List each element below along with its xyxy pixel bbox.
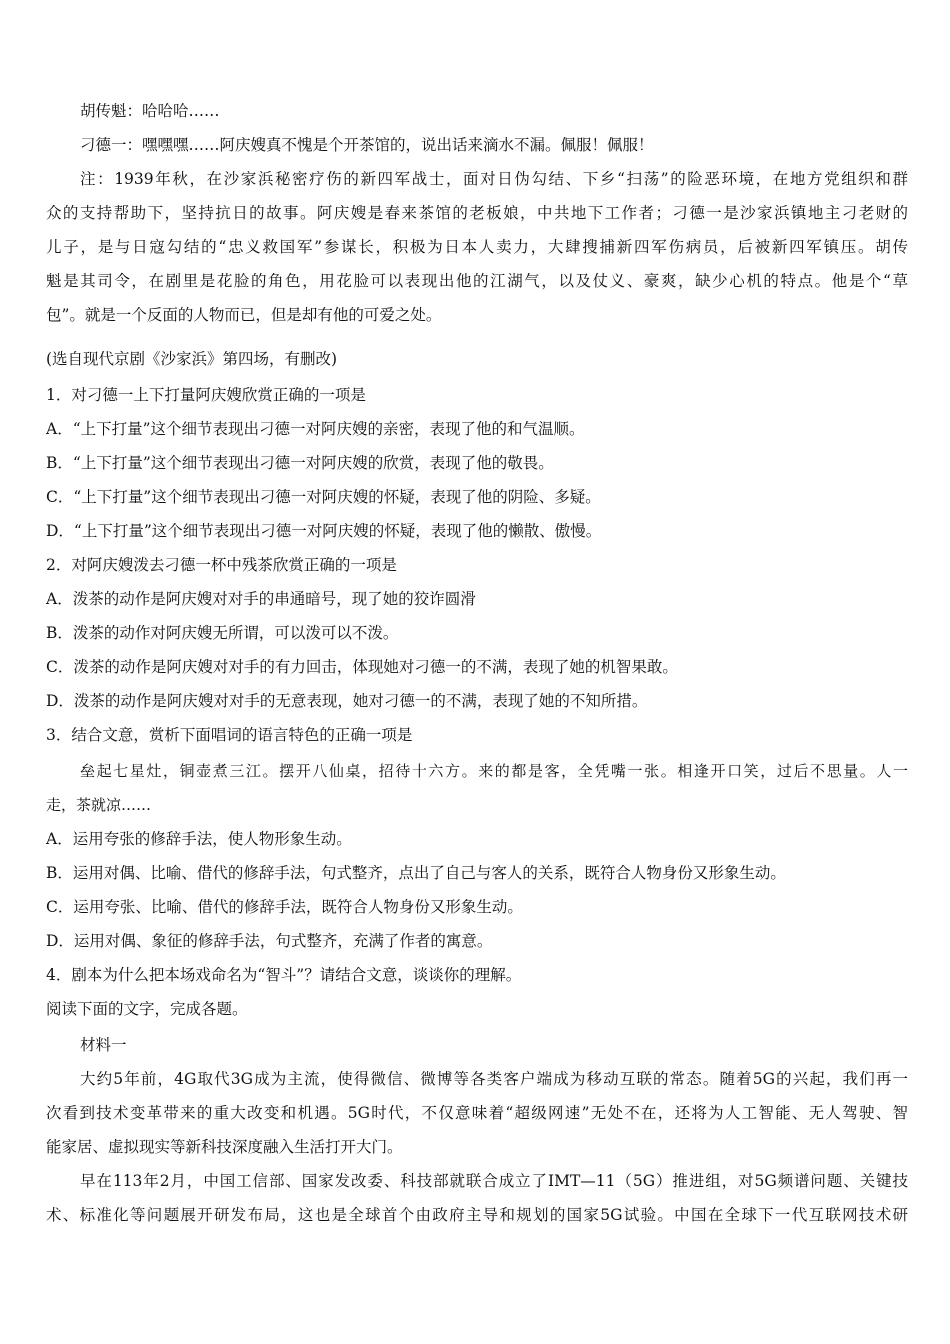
question-1-stem: 1．对刁德一上下打量阿庆嫂欣赏正确的一项是 — [46, 386, 366, 404]
note-line: 儿子，是与日寇勾结的“忠义救国军”参谋长，积极为日本人卖力，大肆搜捕新四军伤病员，后被新四军镇压。胡传 — [46, 238, 908, 256]
dialogue-line: 胡传魁：哈哈哈…… — [80, 102, 220, 120]
source-citation: (选自现代京剧《沙家浜》第四场，有删改) — [46, 350, 338, 368]
note-line: 众的支持帮助下，坚持抗日的故事。阿庆嫂是春来茶馆的老板娘，中共地下工作者；刁德一是沙家浜镇地主刁老财的 — [46, 204, 908, 222]
question-2-option-d: D．泼茶的动作是阿庆嫂对对手的无意表现，她对刁德一的不满，表现了她的不知所措。 — [46, 692, 648, 710]
question-2-option-c: C．泼茶的动作是阿庆嫂对对手的有力回击，体现她对刁德一的不满，表现了她的机智果敢。 — [46, 658, 678, 676]
question-2-stem: 2．对阿庆嫂泼去刁德一杯中残茶欣赏正确的一项是 — [46, 556, 397, 574]
reading-instruction: 阅读下面的文字，完成各题。 — [46, 1000, 248, 1018]
dialogue-line: 刁德一：嘿嘿嘿……阿庆嫂真不愧是个开茶馆的，说出话来滴水不漏。佩服！佩服！ — [80, 136, 654, 154]
question-1-option-c: C．“上下打量”这个细节表现出刁德一对阿庆嫂的怀疑，表现了他的阴险、多疑。 — [46, 488, 601, 506]
lyric-line: 垒起七星灶，铜壶煮三江。摆开八仙桌，招待十六方。来的都是客，全凭嘴一张。相逢开口笑，过后不思量。人一 — [80, 762, 908, 780]
material-line: 术、标准化等问题展开研发布局，这也是全球首个由政府主导和规划的国家5G试验。中国在全球下一代互联网技术研 — [46, 1206, 908, 1224]
note-line: 包”。就是一个反面的人物而已，但是却有他的可爱之处。 — [46, 306, 442, 324]
material-title: 材料一 — [80, 1036, 127, 1054]
question-1-option-a: A．“上下打量”这个细节表现出刁德一对阿庆嫂的亲密，表现了他的和气温顺。 — [46, 420, 585, 438]
question-1-option-b: B．“上下打量”这个细节表现出刁德一对阿庆嫂的欣赏，表现了他的敬畏。 — [46, 454, 554, 472]
question-2-option-a: A．泼茶的动作是阿庆嫂对对手的串通暗号，现了她的狡诈圆滑 — [46, 590, 476, 608]
material-line: 早在113年2月，中国工信部、国家发改委、科技部就联合成立了IMT—11（5G）推进组，对5G频谱问题、关键技 — [80, 1172, 908, 1190]
question-3-option-a: A．运用夸张的修辞手法，使人物形象生动。 — [46, 830, 352, 848]
lyric-line: 走，茶就凉…… — [46, 796, 152, 814]
material-line: 能家居、虚拟现实等新科技深度融入生活打开大门。 — [46, 1138, 403, 1156]
material-line: 大约5年前，4G取代3G成为主流，使得微信、微博等各类客户端成为移动互联的常态。随着5G的兴起，我们再一 — [80, 1070, 908, 1088]
note-line: 魁是其司令，在剧里是花脸的角色，用花脸可以表现出他的江湖气，以及仗义、豪爽，缺少心机的特点。他是个“草 — [46, 272, 908, 290]
note-line: 注：1939年秋，在沙家浜秘密疗伤的新四军战士，面对日伪勾结、下乡“扫荡”的险恶环境，在地方党组织和群 — [80, 170, 908, 188]
question-3-option-c: C．运用夸张、比喻、借代的修辞手法，既符合人物身份又形象生动。 — [46, 898, 523, 916]
question-3-stem: 3．结合文意，赏析下面唱词的语言特色的正确一项是 — [46, 726, 413, 744]
question-4-stem: 4．剧本为什么把本场戏命名为“智斗”？请结合文意，谈谈你的理解。 — [46, 966, 522, 984]
material-line: 次看到技术变革带来的重大改变和机遇。5G时代，不仅意味着“超级网速”无处不在，还将为人工智能、无人驾驶、智 — [46, 1104, 908, 1122]
question-2-option-b: B．泼茶的动作对阿庆嫂无所谓，可以泼可以不泼。 — [46, 624, 399, 642]
question-3-option-d: D．运用对偶、象征的修辞手法，句式整齐，充满了作者的寓意。 — [46, 932, 493, 950]
question-1-option-d: D．“上下打量”这个细节表现出刁德一对阿庆嫂的怀疑，表现了他的懒散、傲慢。 — [46, 522, 602, 540]
question-3-option-b: B．运用对偶、比喻、借代的修辞手法，句式整齐，点出了自己与客人的关系，既符合人物身份又形象生动。 — [46, 864, 786, 882]
